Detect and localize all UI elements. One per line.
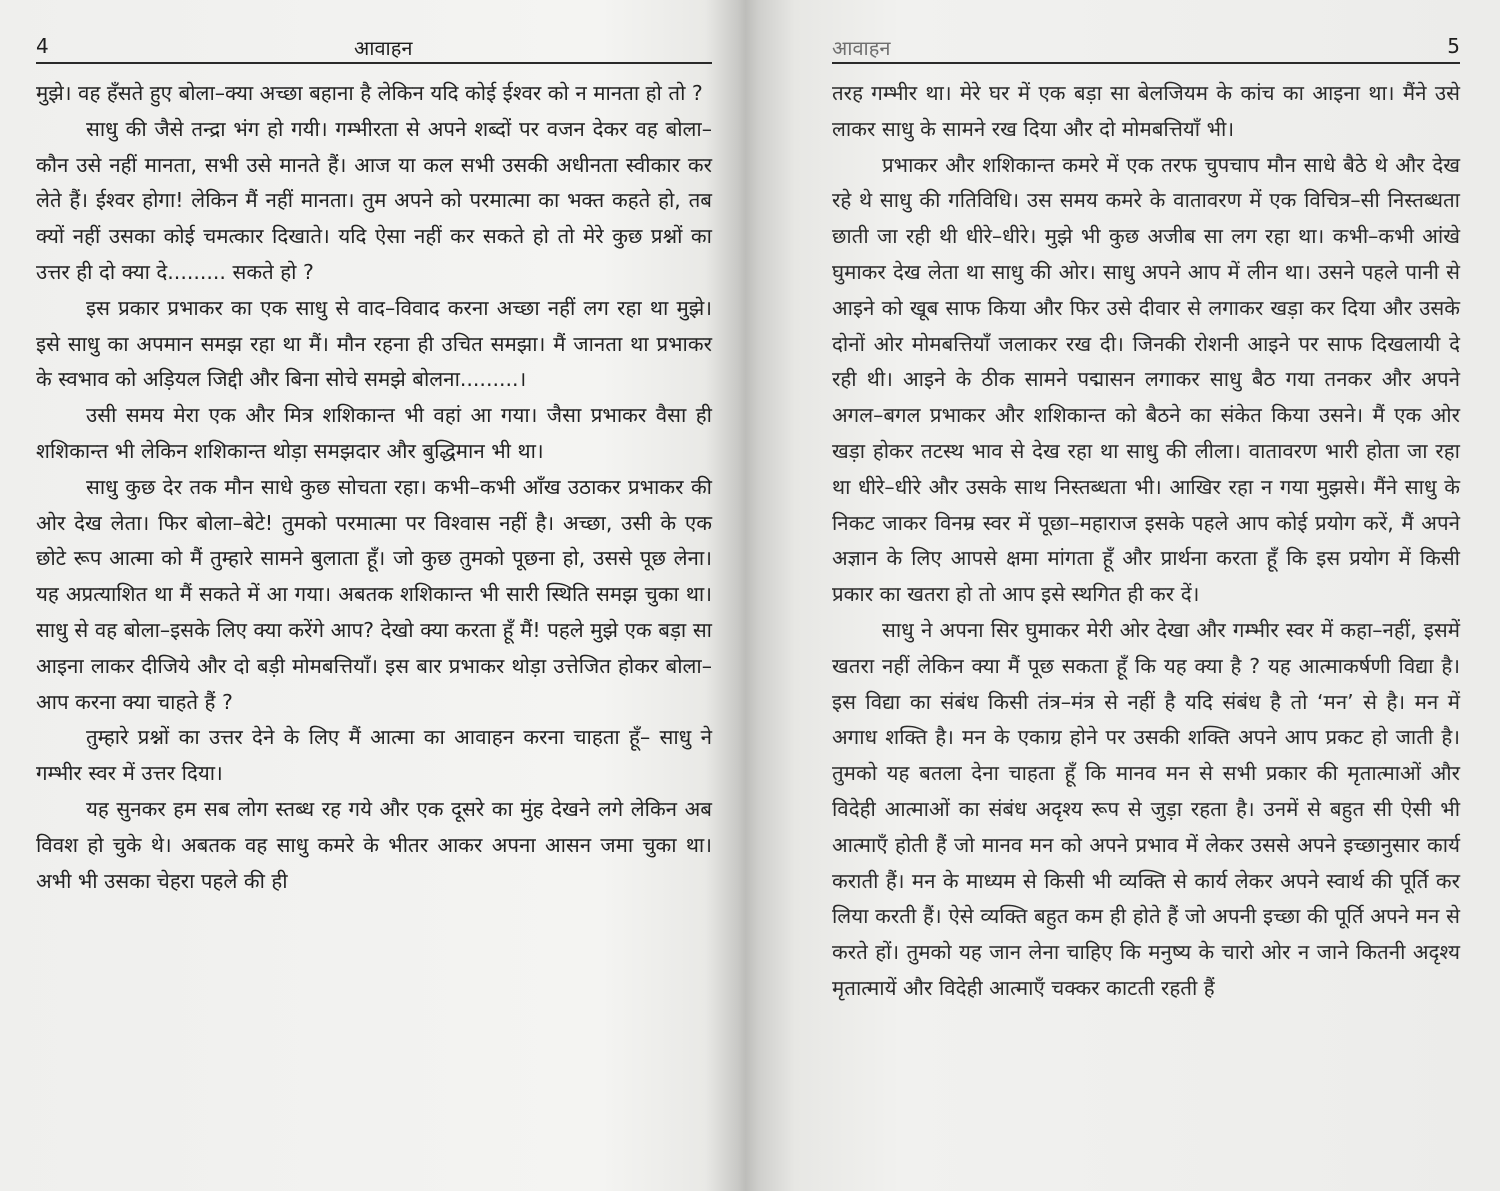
left-paragraph-7: यह सुनकर हम सब लोग स्तब्ध रह गये और एक दूसरे का मुंह देखने लगे लेकिन अब विवश हो चुके थे। अबतक वह साधु कमरे के भीतर आकर अपना आसन जमा चुका था। अभी भी उसका चेहरा पहले की ही [36, 796, 712, 893]
left-paragraph-3: इस प्रकार प्रभाकर का एक साधु से वाद–विवाद करना अच्छा नहीं लग रहा था मुझे। इसे साधु का अपमान समझ रहा था मैं। मौन रहना ही उचित समझा। मैं जानता था प्रभाकर के स्वभाव को अड़ियल जिद्दी और बिना सोचे समझे बोलना.........। [36, 295, 712, 392]
left-paragraph-5: साधु कुछ देर तक मौन साधे कुछ सोचता रहा। कभी–कभी आँख उठाकर प्रभाकर की ओर देख लेता। फिर बोला–बेटे! तुमको परमात्मा पर विश्वास नहीं है। अच्छा, उसी के एक छोटे रूप आत्मा को मैं तुम्हारे सामने बुलाता हूँ। जो कुछ तुमको पूछना हो, उससे पूछ लेना। यह अप्रत्याशित था मैं सकते में आ गया। अबतक शशिकान्त भी सारी स्थिति समझ चुका था। साधु से वह बोला–इसके लिए क्या करेंगे आप? देखो क्या करता हूँ मैं! पहले मुझे एक बड़ा सा आइना लाकर दीजिये और दो बड़ी मोमबत्तियाँ। इस बार प्रभाकर थोड़ा उत्तेजित होकर बोला–आप करना क्या चाहते हैं ? [36, 474, 712, 714]
left-page-number: 4 [36, 34, 49, 58]
right-page-number: 5 [1447, 34, 1460, 58]
left-paragraph-6: तुम्हारे प्रश्नों का उत्तर देने के लिए मैं आत्मा का आवाहन करना चाहता हूँ– साधु ने गम्भीर स्वर में उत्तर दिया। [36, 725, 712, 786]
left-paragraph-2: साधु की जैसे तन्द्रा भंग हो गयी। गम्भीरता से अपने शब्दों पर वजन देकर वह बोला–कौन उसे नहीं मानता, सभी उसे मानते हैं। आज या कल सभी उसकी अधीनता स्वीकार कर लेते हैं। ईश्वर होगा! लेकिन मैं नहीं मानता। तुम अपने को परमात्मा का भक्त कहते हो, तब क्यों नहीं उसका कोई चमत्कार दिखाते। यदि ऐसा नहीं कर सकते हो तो मेरे कुछ प्रश्नों का उत्तर ही दो क्या दे......... सकते हो ? [36, 116, 712, 284]
left-body-text [36, 76, 712, 899]
right-page [762, 0, 1500, 1191]
right-paragraph-1: तरह गम्भीर था। मेरे घर में एक बड़ा सा बेलजियम के कांच का आइना था। मैंने उसे लाकर साधु के सामने रख दिया और दो मोमबत्तियाँ भी। [832, 81, 1460, 141]
right-running-title: आवाहन [832, 36, 891, 60]
left-page [0, 0, 738, 1191]
right-running-head [832, 32, 1460, 64]
left-paragraph-4: उसी समय मेरा एक और मित्र शशिकान्त भी वहां आ गया। जैसा प्रभाकर वैसा ही शशिकान्त भी लेकिन शशिकान्त थोड़ा समझदार और बुद्धिमान भी था। [36, 403, 712, 463]
right-paragraph-3: साधु ने अपना सिर घुमाकर मेरी ओर देखा और गम्भीर स्वर में कहा–नहीं, इसमें खतरा नहीं लेकिन क्या मैं पूछ सकता हूँ कि यह क्या है ? यह आत्माकर्षणी विद्या है। इस विद्या का संबंध किसी तंत्र–मंत्र से नहीं है यदि संबंध है तो ‘मन’ से है। मन में अगाध शक्ति है। मन के एकाग्र होने पर उसकी शक्ति अपने आप प्रकट हो जाती है। तुमको यह बतला देना चाहता हूँ कि मानव मन से सभी प्रकार की मृतात्माओं और विदेही आत्माओं का संबंध अदृश्य रूप से जुड़ा रहता है। उनमें से बहुत सी ऐसी भी आत्माएँ होती हैं जो मानव मन को अपने प्रभाव में लेकर उससे अपने इच्छानुसार कार्य कराती हैं। मन के माध्यम से किसी भी व्यक्ति से कार्य लेकर अपने स्वार्थ की पूर्ति कर लिया करती हैं। ऐसे व्यक्ति बहुत कम ही होते हैं जो अपनी इच्छा की पूर्ति अपने मन से करते हों। तुमको यह जान लेना चाहिए कि मनुष्य के चारो ओर न जाने कितनी अदृश्य मृतात्मायें और विदेही आत्माएँ चक्कर काटती रहती हैं [832, 617, 1460, 1000]
left-running-title: आवाहन [354, 36, 413, 60]
right-body-text [832, 76, 1460, 1007]
right-paragraph-2: प्रभाकर और शशिकान्त कमरे में एक तरफ चुपचाप मौन साधे बैठे थे और देख रहे थे साधु की गतिविधि। उस समय कमरे के वातावरण में एक विचित्र–सी निस्तब्धता छाती जा रही थी धीरे–धीरे। मुझे भी कुछ अजीब सा लग रहा था। कभी–कभी आंखे घुमाकर देख लेता था साधु की ओर। साधु अपने आप में लीन था। उसने पहले पानी से आइने को खूब साफ किया और फिर उसे दीवार से लगाकर खड़ा कर दिया और उसके दोनों ओर मोमबत्तियाँ जलाकर रख दी। जिनकी रोशनी आइने पर साफ दिखलायी दे रही थी। आइने के ठीक सामने पद्मासन लगाकर साधु बैठ गया तनकर और अपने अगल–बगल प्रभाकर और शशिकान्त को बैठने का संकेत किया उसने। मैं एक ओर खड़ा होकर तटस्थ भाव से देख रहा था साधु की लीला। वातावरण भारी होता जा रहा था धीरे–धीरे और उसके साथ निस्तब्धता भी। आखिर रहा न गया मुझसे। मैंने साधु के निकट जाकर विनम्र स्वर में पूछा–महाराज इसके पहले आप कोई प्रयोग करें, मैं अपने अज्ञान के लिए आपसे क्षमा मांगता हूँ और प्रार्थना करता हूँ कि इस प्रयोग में किसी प्रकार का खतरा हो तो आप इसे स्थगित ही कर दें। [832, 152, 1460, 607]
left-paragraph-1: मुझे। वह हँसते हुए बोला–क्या अच्छा बहाना है लेकिन यदि कोई ईश्वर को न मानता हो तो ? [36, 81, 703, 105]
left-running-head [36, 32, 712, 64]
